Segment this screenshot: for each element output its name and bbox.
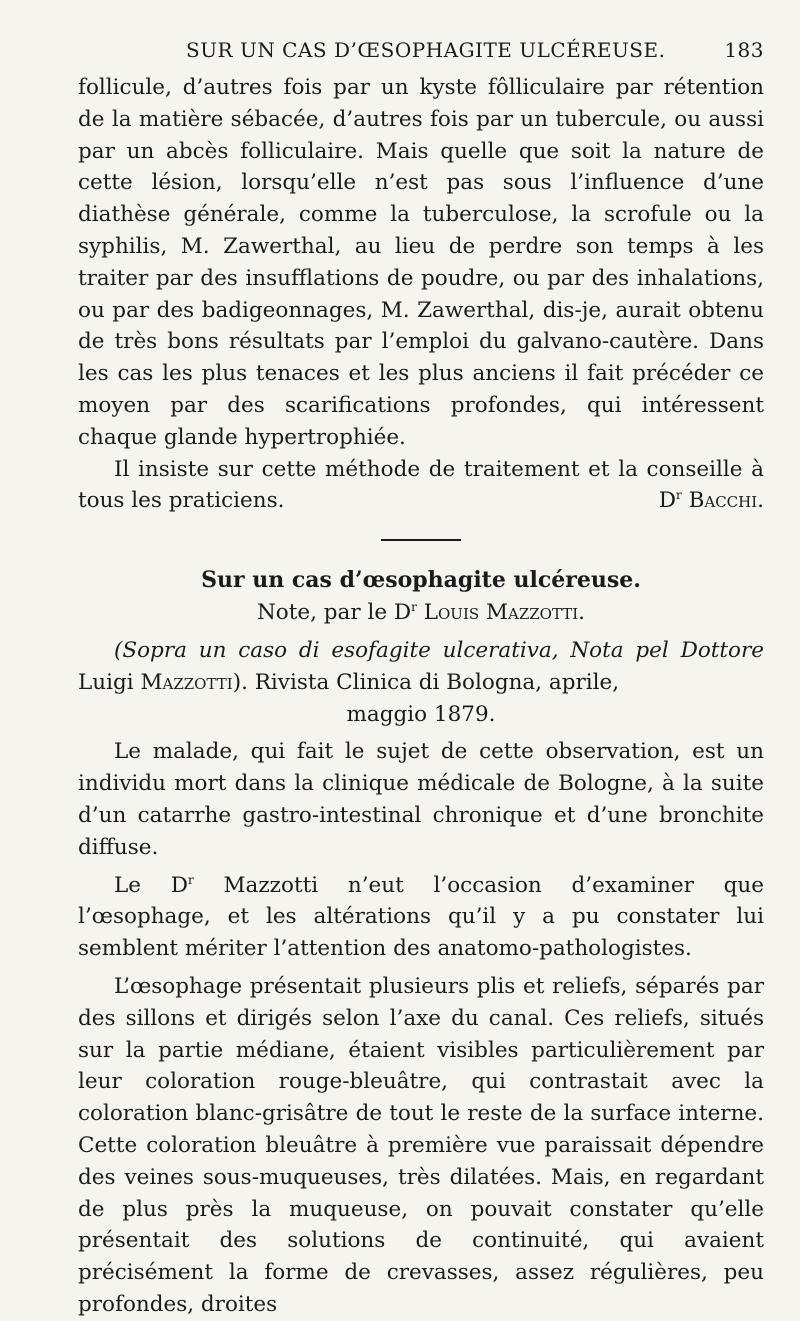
article-source: (Sopra un caso di esofagite ulcerativa, Nota pel Dottore Luigi Mazzotti). Rivista Clinica di Bologna, aprile, — [78, 637, 764, 695]
article-source-date: maggio 1879. — [346, 701, 496, 727]
running-head-title: SUR UN CAS D’ŒSOPHAGITE ULCÉREUSE. — [186, 38, 666, 62]
paragraph-description: L’œsophage présentait plusieurs plis et reliefs, séparés par des sillons et dirigés selon l’axe du canal. Ces reliefs, situés sur la partie médiane, étaient visibles particulièrement par leur coloration rouge-bleuâtre, qui contrastait avec la coloration blanc-grisâtre de tout le reste de la surface interne. Cette coloration bleuâtre à première vue paraissait dépendre des veines sous-muqueuses, très dilatées. Mais, en regardant de plus près la muqueuse, on pouvait constater qu’elle présentait des solutions de continuité, qui avaient précisément la forme de crevasses, assez régulières, peu profondes, droites — [78, 973, 764, 1317]
paragraph-patient: Le malade, qui fait le sujet de cette observation, est un individu mort dans la clinique médicale de Bologne, à la suite d’un catarrhe gastro-intestinal chronique et d’une bronchite diffuse. — [78, 739, 764, 860]
page-number: 183 — [724, 38, 764, 62]
article-title: Sur un cas d’œsophagite ulcéreuse. — [201, 567, 641, 594]
article-byline: Note, par le $D^r$ Louis Mazzotti. — [256, 600, 586, 626]
paragraph-examination: Le $D^r$ Mazzotti n’eut l’occasion d’examiner que l’œsophage, et les altérations qu’il y a pu constater lui semblent mériter l’attention des anatomo-pathologistes. — [78, 872, 764, 962]
running-head — [78, 32, 764, 72]
signature: $D^r$ Bacchi. — [658, 488, 764, 514]
paragraph-continued: follicule, d’autres fois par un kyste fôlliculaire par rétention de la matière sébacée, d’autres fois par un tubercule, ou aussi par un abcès folliculaire. Mais quelle que soit la nature de cette lésion, lorsqu’elle n’est pas sous l’influence d’une diathèse générale, comme la tuberculose, la scrofule ou la syphilis, M. Zawerthal, au lieu de perdre son temps à les traiter par des insufflations de poudre, ou par des inhalations, ou par des badigeonnages, M. Zawerthal, dis-je, aurait obtenu de très bons résultats par l’emploi du galvano-cautère. Dans les cas les plus tenaces et les plus anciens il fait précéder ce moyen par des scarifications profondes, qui intéressent chaque glande hypertrophiée. — [78, 75, 764, 450]
paragraph-conclusion: Il insiste sur cette méthode de traitement et la conseille à tous les praticiens. — [78, 456, 764, 514]
section-divider — [381, 539, 461, 541]
